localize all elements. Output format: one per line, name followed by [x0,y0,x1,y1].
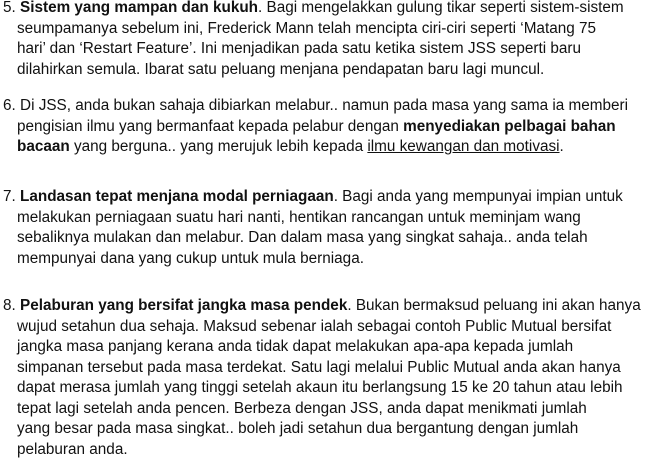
paragraph-line: simpanan tersebut pada masa terdekat. Satu lagi melalui Public Mutual anda akan hanya [17,358,621,376]
line-text: pengisian ilmu yang bermanfaat kepada pelabur dengan [17,117,404,135]
paragraph-line: wujud setahun dua sehaja. Maksud sebenar ialah sebagai contoh Public Mutual bersifat [17,317,612,335]
item-heading: Sistem yang mampan dan kukuh [20,0,259,16]
emphasis-text: bacaan [17,138,70,155]
line-text: . Bagi mengelakkan gulung tikar seperti sistem-sistem [258,0,624,16]
paragraph-line: jangka masa panjang kerana anda tidak dapat melakukan apa-apa kepada jumlah [17,338,574,355]
paragraph-line: melakukan perniagaan suatu hari nanti, hentikan rancangan untuk meminjam wang [17,208,581,226]
list-item-8 [3,296,653,460]
item-number: 5. [3,0,16,16]
item-heading: Pelaburan yang bersifat jangka masa pendek [20,297,348,314]
line-text: . Bukan bermaksud peluang ini akan hanya [347,297,641,314]
paragraph-line [3,0,653,19]
line-text: . [559,138,564,155]
paragraph-line: yang besar pada masa singkat.. boleh jadi setahun dua bergantung dengan jumlah [17,420,579,437]
paragraph-line: pelaburan anda. [17,440,128,458]
line-text: yang berguna.. yang merujuk lebih kepada [69,138,368,155]
item-number: 8. [3,297,16,314]
paragraph-line: sebaliknya mulakan dan melabur. Dan dalam masa yang singkat sahaja.. anda telah [17,229,588,246]
paragraph-line: dilahirkan semula. Ibarat satu peluang menjana pendapatan baru lagi muncul. [17,60,545,78]
emphasis-text: menyediakan pelbagai bahan [403,117,616,135]
paragraph-line: tepat lagi setelah anda pencen. Berbeza dengan JSS, anda dapat menikmati jumlah [17,399,587,417]
paragraph-line [3,187,653,208]
paragraph-line [3,117,653,138]
list-item-5 [3,0,653,80]
paragraph-line: dapat merasa jumlah yang tinggi setelah akaun itu berlangsung 15 ke 20 tahun atau lebih [17,379,623,396]
paragraph-line [3,96,653,117]
item-number: 7. [3,188,16,205]
paragraph-line: seumpamanya sebelum ini, Frederick Mann telah mencipta ciri-ciri seperti ‘Matang 75 [17,19,596,37]
line-text: Di JSS, anda bukan sahaja dibiarkan melabur.. namun pada masa yang sama ia memberi [20,97,628,114]
list-item-6 [3,96,653,158]
paragraph-line [3,137,653,158]
paragraph-line [3,296,653,317]
paragraph-line: hari’ dan ‘Restart Feature’. Ini menjadikan pada satu ketika sistem JSS seperti baru [17,40,581,57]
list-item-7 [3,187,653,269]
line-text: . Bagi anda yang mempunyai impian untuk [333,188,623,205]
item-heading: Landasan tepat menjana modal perniagaan [20,188,334,205]
item-number: 6. [3,97,16,114]
underlined-text: ilmu kewangan dan motivasi [367,138,560,155]
paragraph-line: mempunyai dana yang cukup untuk mula berniaga. [17,249,364,267]
